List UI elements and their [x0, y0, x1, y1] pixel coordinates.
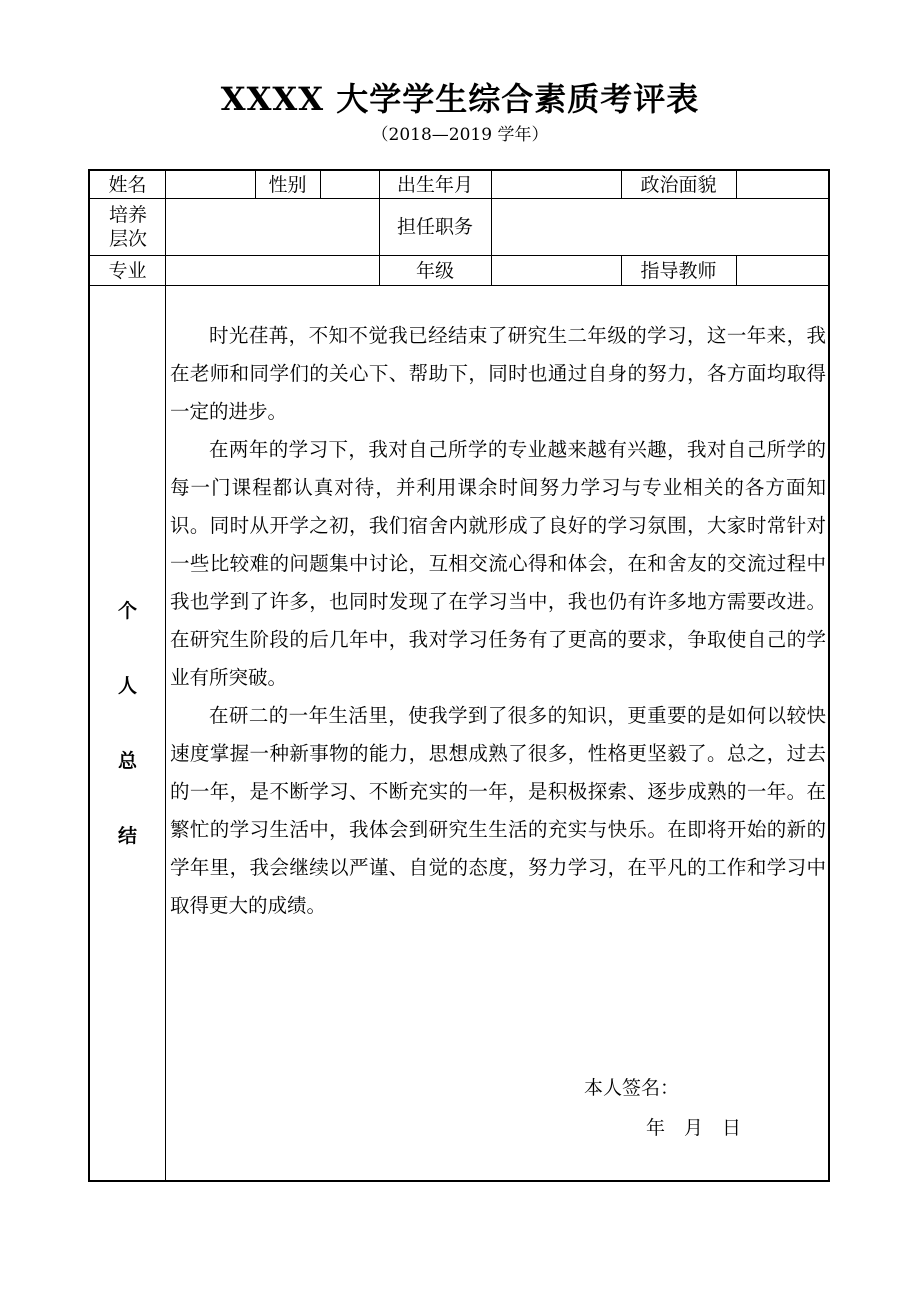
name-label: 姓名: [108, 173, 147, 196]
birth-label: 出生年月: [396, 173, 473, 196]
column-divider: [165, 171, 166, 1182]
summary-paragraph: 在两年的学习下，我对自己所学的专业越来越有兴趣，我对自己所学的每一门课程都认真对待，并利用课余时间努力学习与专业相关的各方面知识。同时从开学之初，我们宿舍内就形成了良好的学习氛围，大家时常针对一些比较难的问题集中讨论，互相交流心得和体会，在和舍友的交流过程中我也学到了许多，也同时发现了在学习当中，我也仍有许多地方需要改进。在研究生阶段的后几年中，我对学习任务有了更高的要求，争取使自己的学业有所突破。: [170, 438, 826, 689]
gender-label: 性别: [268, 173, 307, 196]
summary-text: [170, 317, 826, 925]
summary-paragraph: 在研二的一年生活里，使我学到了很多的知识，更重要的是如何以较快速度掌握一种新事物的能力，思想成熟了很多，性格更坚毅了。总之，过去的一年，是不断学习、不断充实的一年，是积极探索、逐步成熟的一年。在繁忙的学习生活中，我体会到研究生生活的充实与快乐。在即将开始的新的学年里，我会继续以严谨、自觉的态度，努力学习，在平凡的工作和学习中取得更大的成绩。: [170, 704, 826, 917]
grade-field[interactable]: [492, 256, 621, 285]
advisor-field[interactable]: [737, 256, 828, 285]
section-char: 结: [117, 825, 137, 847]
birth-field[interactable]: [492, 171, 621, 198]
signature-label: 本人签名：: [584, 1077, 680, 1099]
major-field[interactable]: [166, 256, 379, 285]
advisor-label: 指导教师: [640, 259, 717, 282]
academic-year: （2018—2019 学年）: [371, 125, 549, 145]
row-divider: [90, 285, 828, 286]
evaluation-form: [88, 169, 830, 1182]
name-field[interactable]: [166, 171, 255, 198]
political-field[interactable]: [737, 171, 828, 198]
position-field[interactable]: [492, 199, 828, 255]
page-title: XXXX 大学学生综合素质考评表: [220, 80, 700, 118]
grade-label: 年级: [415, 259, 454, 282]
date-label: 年 月 日: [646, 1117, 742, 1139]
political-label: 政治面貌: [640, 173, 717, 196]
section-char: 个: [117, 600, 137, 622]
level-label: 培养层次: [108, 204, 147, 250]
section-label-personal-summary: [90, 596, 165, 896]
level-field[interactable]: [166, 199, 379, 255]
section-char: 总: [117, 750, 137, 772]
section-char: 人: [117, 675, 137, 697]
gender-field[interactable]: [321, 171, 379, 198]
summary-paragraph: 时光荏苒，不知不觉我已经结束了研究生二年级的学习，这一年来，我在老师和同学们的关心下、帮助下，同时也通过自身的努力，各方面均取得一定的进步。: [170, 324, 826, 423]
position-label: 担任职务: [396, 216, 473, 238]
major-label: 专业: [108, 259, 147, 282]
